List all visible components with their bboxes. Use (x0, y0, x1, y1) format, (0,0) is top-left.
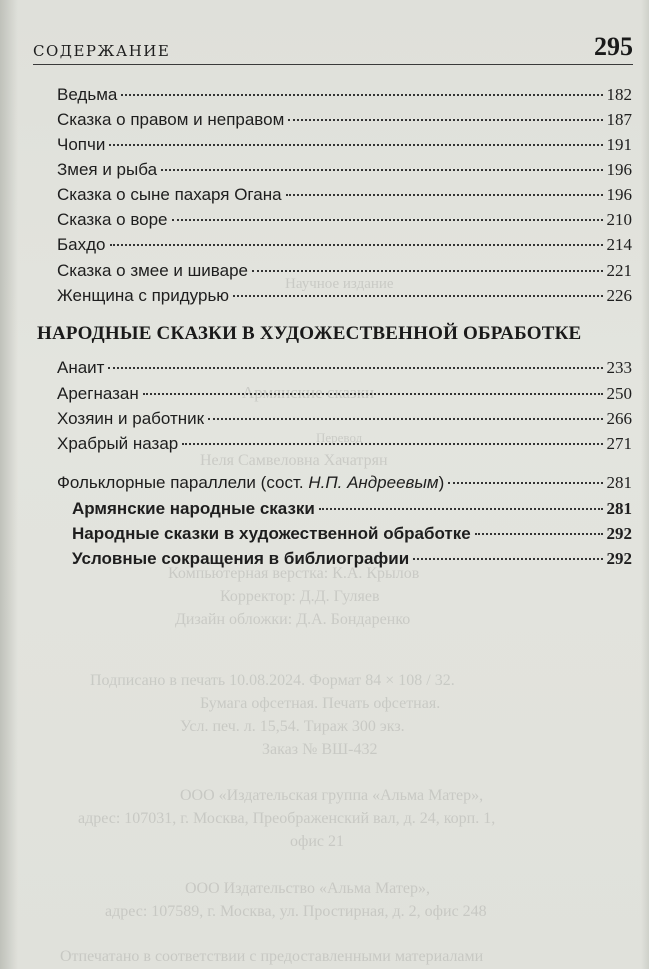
toc-entry[interactable] (57, 407, 632, 431)
toc-entry-page: 250 (606, 384, 632, 403)
toc-entry[interactable] (57, 83, 632, 107)
ghost-line: Заказ № ВШ-432 (262, 741, 378, 758)
ghost-line: Отпечатано в соответствии с предоставленными материалами (60, 948, 484, 965)
toc-entry-page: 292 (606, 549, 632, 568)
ghost-line: Дизайн обложки: Д.А. Бондаренко (175, 611, 411, 628)
ghost-line: Корректор: Д.Д. Гуляев (220, 588, 380, 605)
ghost-line: Бумага офсетная. Печать офсетная. (200, 695, 441, 712)
toc-entry-page: 210 (606, 210, 632, 229)
toc-entry-title: Женщина с придурью (57, 286, 230, 305)
page-number: 295 (594, 32, 633, 61)
dot-leader (110, 244, 603, 246)
toc-entry[interactable] (57, 108, 632, 132)
section-heading: НАРОДНЫЕ СКАЗКИ В ХУДОЖЕСТВЕННОЙ ОБРАБОТКЕ (37, 323, 582, 344)
ghost-line: Перевод (316, 430, 363, 445)
toc-entry[interactable] (57, 158, 632, 182)
toc-entry[interactable] (57, 259, 632, 283)
dot-leader (161, 169, 602, 171)
dot-leader (286, 194, 603, 196)
toc-entry-title: Чопчи (57, 135, 106, 154)
ghost-line: адрес: 107031, г. Москва, Преображенский вал, д. 24, корп. 1, (78, 810, 496, 827)
dot-leader (182, 443, 602, 445)
toc-entry-title: Змея и рыба (57, 160, 158, 179)
running-head: СОДЕРЖАНИЕ (33, 42, 171, 60)
dot-leader (288, 119, 602, 121)
toc-entry-title: Условные сокращения в библиографии (72, 549, 410, 568)
toc-entry-page: 233 (606, 358, 632, 377)
toc-entry-page: 196 (606, 185, 632, 204)
dot-leader (208, 418, 602, 420)
toc-entry-page: 281 (606, 473, 632, 492)
toc-entry-title: Народные сказки в художественной обработке (72, 524, 471, 543)
toc-entry-page: 281 (606, 499, 632, 518)
dot-leader (413, 558, 602, 560)
title-text: ) (438, 473, 445, 492)
toc-entry-page: 214 (606, 235, 632, 254)
dot-leader (319, 508, 603, 510)
toc-entry-page: 191 (606, 135, 632, 154)
toc-entry-title: Сказка о змее и шиваре (57, 261, 248, 280)
toc-entry-title: Хозяин и работник (57, 409, 205, 428)
toc-entry[interactable] (57, 382, 632, 406)
toc-entry[interactable] (57, 284, 632, 308)
toc-entry-title: Бахдо (57, 235, 106, 254)
ghost-line: Армянские сказки (242, 383, 375, 402)
compiler-name: Н.П. Андреевым (308, 473, 439, 492)
ghost-line: Научное издание (285, 276, 394, 292)
toc-entry-page: 226 (606, 286, 632, 305)
ghost-line: Компьютерная верстка: К.А. Крылов (168, 565, 420, 582)
ghost-line: ООО Издательство «Альма Матер», (185, 880, 430, 897)
toc-entry-title: Сказка о правом и неправом (57, 110, 285, 129)
toc-entry-title: Храбрый назар (57, 434, 179, 453)
ghost-line: адрес: 107589, г. Москва, ул. Простирная, д. 2, офис 248 (105, 903, 487, 920)
dot-leader (475, 533, 603, 535)
toc-entry[interactable] (57, 133, 632, 157)
page-header (33, 28, 633, 68)
toc-entry-page: 187 (606, 110, 632, 129)
toc-entry-page: 182 (606, 85, 632, 104)
toc-entry-page: 292 (606, 524, 632, 543)
toc-entry-title: Ведьма (57, 85, 118, 104)
toc-subentry[interactable] (72, 522, 632, 546)
toc-entry-title: Армянские народные сказки (72, 499, 315, 518)
toc-entry-title (57, 471, 444, 495)
ghost-line: Усл. печ. л. 15,54. Тираж 300 экз. (180, 718, 405, 735)
dot-leader (448, 482, 602, 484)
dot-leader (172, 219, 603, 221)
toc-entry[interactable] (57, 208, 632, 232)
title-text: Фольклорные параллели (сост. (57, 473, 309, 492)
dot-leader (108, 367, 602, 369)
toc-entry-page: 221 (606, 261, 632, 280)
toc-entry-page: 271 (606, 434, 632, 453)
dot-leader (252, 270, 603, 272)
dot-leader (143, 393, 603, 395)
header-rule (33, 64, 633, 65)
dot-leader (109, 144, 602, 146)
toc-entry-page: 266 (606, 409, 632, 428)
toc-entry[interactable] (57, 356, 632, 380)
toc-entry[interactable] (57, 432, 632, 456)
toc-entry-title: Сказка о сыне пахаря Огана (57, 185, 282, 204)
toc-entry-folklore[interactable] (57, 471, 632, 495)
toc-subentry[interactable] (72, 547, 632, 571)
toc-entry[interactable] (57, 183, 632, 207)
ghost-line: офис 21 (290, 833, 345, 850)
toc-entry-page: 196 (606, 160, 632, 179)
ghost-line: Подписано в печать 10.08.2024. Формат 84 × 108 / 32. (90, 672, 455, 689)
toc-entry[interactable] (57, 233, 632, 257)
dot-leader (233, 295, 602, 297)
toc-entry-title: Анаит (57, 358, 105, 377)
toc-entry-title: Арегназан (57, 384, 139, 403)
dot-leader (121, 94, 602, 96)
ghost-line: Неля Самвеловна Хачатрян (200, 452, 388, 469)
toc-entry-title: Сказка о воре (57, 210, 168, 229)
ghost-line: ООО «Издательская группа «Альма Матер», (180, 787, 484, 804)
toc-subentry[interactable] (72, 497, 632, 521)
